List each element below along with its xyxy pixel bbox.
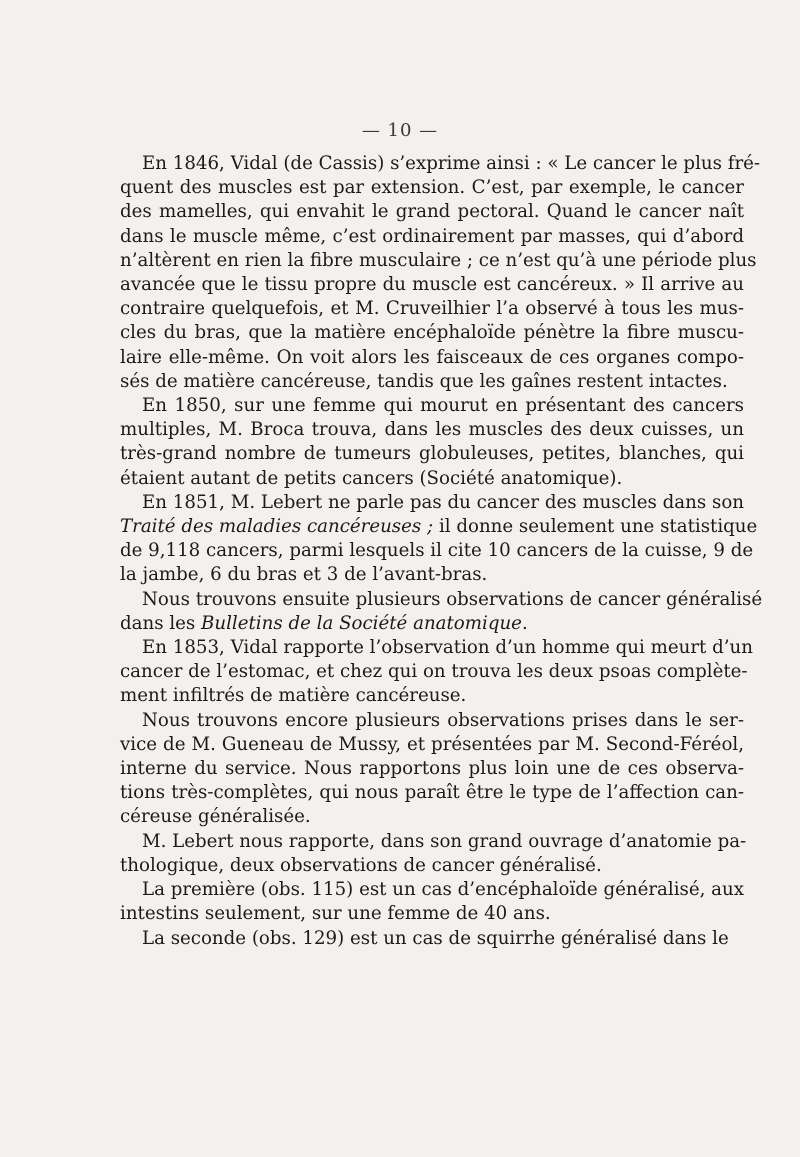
text-line: avancée que le tissu propre du muscle est cancéreux. » Il arrive au	[120, 274, 744, 296]
text-line: quent des muscles est par extension. C’est, par exemple, le cancer	[120, 177, 744, 199]
text-line: La seconde (obs. 129) est un cas de squirrhe généralisé dans le	[142, 927, 729, 949]
text-line: des mamelles, qui envahit le grand pectoral. Quand le cancer naît	[120, 201, 744, 223]
text-line: tions très-complètes, qui nous paraît être le type de l’affection can-	[120, 782, 744, 804]
text-line: M. Lebert nous rapporte, dans son grand ouvrage d’anatomie pa-	[142, 830, 747, 852]
text-run: En 1851, M. Lebert ne parle pas du cancer des muscles dans son	[142, 491, 744, 513]
text-line: sés de matière cancéreuse, tandis que les gaînes restent intactes.	[120, 370, 728, 392]
text-line: En 1853, Vidal rapporte l’observation d’un homme qui meurt d’un	[142, 637, 753, 659]
text-line: étaient autant de petits cancers (Société anatomique).	[120, 467, 623, 489]
paragraph	[120, 878, 744, 926]
text-line	[120, 539, 754, 563]
text-run: il donne seulement une statistique	[433, 516, 758, 538]
paragraph	[120, 588, 763, 636]
text-line: très-grand nombre de tumeurs globuleuses, petites, blanches, qui	[120, 443, 744, 465]
text-line	[120, 515, 758, 539]
paragraph	[120, 394, 744, 491]
text-line: thologique, deux observations de cancer généralisé.	[120, 854, 602, 876]
text-line: interne du service. Nous rapportons plus loin une de ces observa-	[120, 758, 744, 780]
text-line	[120, 563, 744, 587]
text-line: cancer de l’estomac, et chez qui on trouva les deux psoas complète-	[120, 661, 748, 683]
text-line: cles du bras, que la matière encéphaloïde pénètre la fibre muscu-	[120, 322, 744, 344]
text-line: n’altèrent en rien la fibre musculaire ; ce n’est qu’à une période plus	[120, 249, 757, 271]
text-line: laire elle-même. On voit alors les faisceaux de ces organes compo-	[120, 346, 744, 368]
paragraph	[120, 491, 758, 588]
text-line: La première (obs. 115) est un cas d’encéphaloïde généralisé, aux	[142, 879, 744, 901]
text-run: dans les	[120, 612, 202, 634]
paragraph	[120, 927, 744, 951]
text-run: Nous trouvons ensuite plusieurs observations de cancer généralisé	[142, 588, 763, 610]
page-number: — 10 —	[361, 120, 439, 141]
text-line	[120, 491, 744, 515]
text-line: En 1846, Vidal (de Cassis) s’exprime ainsi : « Le cancer le plus fré-	[142, 153, 761, 174]
text-run: de 9,118 cancers, parmi lesquels il cite 10 cancers de la cuisse, 9 de	[120, 540, 754, 562]
text-run: la jambe, 6 du bras et 3 de l’avant-bras.	[120, 564, 488, 586]
text-line: céreuse généralisée.	[120, 806, 311, 828]
text-line: multiples, M. Broca trouva, dans les muscles des deux cuisses, un	[120, 419, 744, 441]
text-line: intestins seulement, sur une femme de 40 ans.	[120, 903, 551, 925]
text-line: dans le muscle même, c’est ordinairement par masses, qui d’abord	[120, 225, 744, 247]
paragraph	[120, 152, 761, 394]
text-line	[120, 588, 763, 612]
text-line: vice de M. Gueneau de Mussy, et présentées par M. Second-Féréol,	[120, 733, 744, 755]
text-line: ment infiltrés de matière cancéreuse.	[120, 685, 467, 707]
text-line: En 1850, sur une femme qui mourut en présentant des cancers	[142, 395, 744, 417]
paragraph	[120, 830, 747, 878]
paragraph	[120, 709, 744, 830]
text-line	[120, 612, 744, 636]
italic-title: Bulletins de la Société anatomique.	[201, 612, 528, 634]
paragraph	[120, 636, 753, 709]
italic-title: Traité des maladies cancéreuses ;	[120, 516, 434, 538]
text-line: Nous trouvons encore plusieurs observations prises dans le ser-	[142, 709, 744, 731]
text-line: contraire quelquefois, et M. Cruveilhier l’a observé à tous les mus-	[120, 298, 744, 320]
body-text	[120, 152, 763, 951]
